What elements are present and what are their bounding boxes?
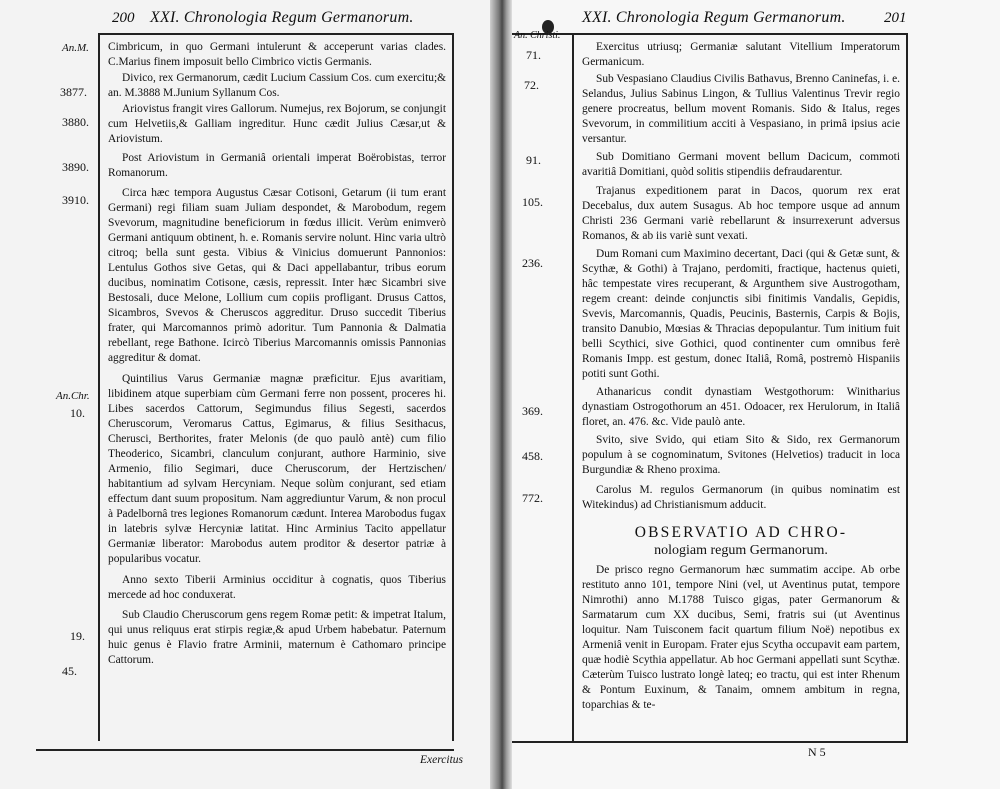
right-page (512, 0, 1000, 789)
chronology-entry: Trajanus expeditionem parat in Dacos, quorum rex erat Decebalus, dux autem Susagus. Ab hoc tempore usque ad annum Christi 236 Germani variè rebellarunt & insurrexerunt adversus Romanos, & ab iis variè sunt vexati. (582, 185, 900, 242)
chronology-entry: Ariovistus frangit vires Gallorum. Numejus, rex Bojorum, se conjungit cum Helvetiis,& Galliam ingreditur. Hunc cædit Julius Cæsar,ut & Ariovistum. (108, 103, 446, 145)
chronology-entry: Sub Vespasiano Claudius Civilis Bathavus, Brenno Caninefas, i. e. Selandus, Julius Sabinus Lingon, & Tullius Valentinus Trevir regio genere procreatus, bellum movent Romanis. Sido & Italus, reges Svevorum, in commilitium acciti à Vespasiano, in primâ ipsius acie versantur. (582, 73, 900, 145)
chronology-entry: Circa hæc tempora Augustus Cæsar Cotisoni, Getarum (ii tum erant Germani) regi filiam suam Juliam despondet, & Marobodum, regem Svevorum, magnitudine beneficiorum in fœdus illicit. Verùm enimverò Germani antiquum obtinent, h. e. Romanis servire nolunt. Hinc varia ultrò citroq; bella sunt gesta. Vibius & Vinicius domuerunt Pannonios: Lentulus Gothos sive Getas, qui & Daci appellabantur, tribus eorum ducibus, nominatim Cotisone, cæsis, repressit. Inter hæc Sicambri sive Bestosali, duce Melone, Lollium cum copiis profligant. Drusus Cattos, Sicambros, Svevos & Cheruscos aggreditur. Druso succedit Tiberius frater, qui Marcomannos primò adoritur. Tum Pannonia & Dalmatia rebellant, rege Bathone. Icircò Tiberius Marcomannis omissis Pannonias aggreditur & domat. (108, 187, 446, 364)
left-head-rule (98, 33, 454, 35)
observatio-title: OBSERVATIO AD CHRO- (634, 524, 848, 541)
observatio-text: De prisco regno Germanorum hæc summatim accipe. Ab orbe restituto anno 101, tempore Nini (vel, ut Aventinus putat, tempore Nimrothi) anno M.1788 Tuisco gigas, pater Germanorum & Sarmatarum cum XX ducibus, Semi, fratris sui (ut Aventinus loquitur. Nam Tuisconem facit quartum filium Noë) nepotibus ex Armeniâ venit in Europam. Frater ejus Scytha occupavit eam partem, quæ hodiè Scythia appellatur. Ab hoc Germani appellati sunt Scythæ. Cæterùm Tuisco lustrato longè lateq; eo tractu, qui est inter Rhenum & Pontum Euxinum, & Tanaim, omnem ambitum in regna, toparchias & te- (582, 564, 900, 711)
left-column-rule (98, 33, 100, 741)
year-marker: 10. (70, 406, 85, 420)
chronology-entry: Carolus M. regulos Germanorum (in quibus nominatim est Witekindus) ad Christianismum adducit. (582, 484, 900, 511)
year-marker: 45. (62, 664, 77, 678)
year-marker: 3910. (62, 193, 89, 207)
year-marker: 3880. (62, 115, 89, 129)
right-text-column (582, 40, 900, 713)
margin-label-an-m: An.M. (62, 42, 89, 54)
year-marker: 3890. (62, 160, 89, 174)
right-page-number: 201 (884, 10, 907, 26)
catchword: Exercitus (420, 754, 464, 766)
left-foot-rule (36, 749, 454, 751)
left-page (0, 0, 490, 789)
year-marker: 72. (524, 78, 539, 92)
margin-label-an-chr: An.Chr. (56, 390, 90, 402)
left-running-head: XXI. Chronologia Regum Germanorum. (150, 9, 414, 26)
year-marker: 105. (522, 195, 543, 209)
year-marker: 236. (522, 256, 543, 270)
chronology-entry: Svito, sive Svido, qui etiam Sito & Sido, rex Germanorum populum à se cognominatum, Svitones (Helvetios) traducit in loca Burgundiæ & Rheno proxima. (582, 434, 900, 476)
left-text-column (108, 40, 446, 668)
chronology-entry: Dum Romani cum Maximino decertant, Daci (qui & Getæ sunt, & Scythæ, & Gothi) à Trajano, perdomiti, fractique, hactenus quieti, hâc tempestate vires recuperant, & Argunthem sive Austrogotham, regem creant: deinde conjunctis sibi finitimis Vandalis, Gepidis, Svevis, Marcomannis, Quadis, Peucinis, Basternis, Carpis & Bojis, transito Danubio, Mœsias & Thracias depopulantur. Tum initium fuit belli Scythici, sive Gothici, quod continenter cum omnibus ferè Romanis Impp. est gestum, donec Italiâ, Româ, postremò Hispaniis potiti sunt Gothi. (582, 248, 900, 380)
year-marker: 19. (70, 629, 85, 643)
chronology-entry: Exercitus utriusq; Germaniæ salutant Vitellium Imperatorum Germanicum. (582, 41, 900, 68)
book-gutter (490, 0, 512, 789)
margin-label-an-christi: An. Christi. (514, 30, 561, 41)
right-running-head: XXI. Chronologia Regum Germanorum. (582, 9, 846, 26)
year-marker: 91. (526, 153, 541, 167)
year-marker: 3877. (60, 85, 87, 99)
chronology-entry: Sub Claudio Cheruscorum gens regem Romæ petit: & impetrat Italum, qui unus reliquus erat stirpis regiæ,& apud Urbem habebatur. Paternum huic genus è Flavio fratre Arminii, maternum è Cathomaro principe Cattorum. (108, 609, 446, 666)
chronology-entry: Quintilius Varus Germaniæ magnæ præficitur. Ejus avaritiam, libidinem atque superbiam cùm Germani ferre non possent, proceres hi. Libes sacerdos Cattorum, Segimundus filius Segesti, sacerdos Cheruscorum, Veromarus Cattus, Egimarus, & filius Sesithacus, Cherusci, Berthorites, frater Melonis (de quo paulò antè) cum filio Theoderico, Sicambri, clanculum conjurant, authore Harminio, sive Armenio, filio Segimari, duce Cheruscorum, der Hertzischen/ habitantium ad sylvam Hercyniam. Neque solùm conjurant, sed etiam effectum dant suum propositum. Nam aggrediuntur Varum, & non procul à Padelbornâ tres legiones Romanorum cædunt. Interea Marobodus fugax in latebris sylvæ Hercyniæ latitat. Hinc Arminius Tacito appellatur Germaniæ liberator: Marobodus autem proditor & desertor patriæ à popularibus vocatur. (108, 373, 446, 565)
chronology-entry: Anno sexto Tiberii Arminius occiditur à cognatis, quos Tiberius mercede ad hoc conduxerat. (108, 574, 446, 601)
chronology-entry: Post Ariovistum in Germaniâ orientali imperat Boërobistas, terror Romanorum. (108, 152, 446, 179)
chronology-entry: Sub Domitiano Germani movent bellum Dacicum, commoti avaritiâ Domitiani, quòd solitis stipendiis defraudarentur. (582, 151, 900, 178)
signature-mark: N 5 (808, 745, 826, 759)
spacer (582, 513, 900, 523)
left-outer-rule (452, 33, 454, 741)
right-column-rule (572, 33, 574, 741)
year-marker: 772. (522, 491, 543, 505)
year-marker: 71. (526, 48, 541, 62)
left-page-number: 200 (112, 10, 135, 26)
observatio-subtitle: nologiam regum Germanorum. (654, 543, 828, 558)
year-marker: 369. (522, 404, 543, 418)
right-foot-rule (512, 741, 908, 743)
year-marker: 458. (522, 449, 543, 463)
chronology-entry: Cimbricum, in quo Germani intulerunt & acceperunt varias clades. C.Marius finem imposuit bello Cimbrico victis Germanis. (108, 41, 446, 68)
chronology-entry: Athanaricus condit dynastiam Westgothorum: Winitharius dynastiam Ostrogothorum an 451. Odoacer, rex Herulorum, in Italiâ floret, an. 476. &c. Vide paulò ante. (582, 386, 900, 428)
chronology-entry: Divico, rex Germanorum, cædit Lucium Cassium Cos. cum exercitu;& an. M.3888 M.Junium Syllanum Cos. (108, 72, 446, 99)
right-outer-rule (906, 33, 908, 741)
